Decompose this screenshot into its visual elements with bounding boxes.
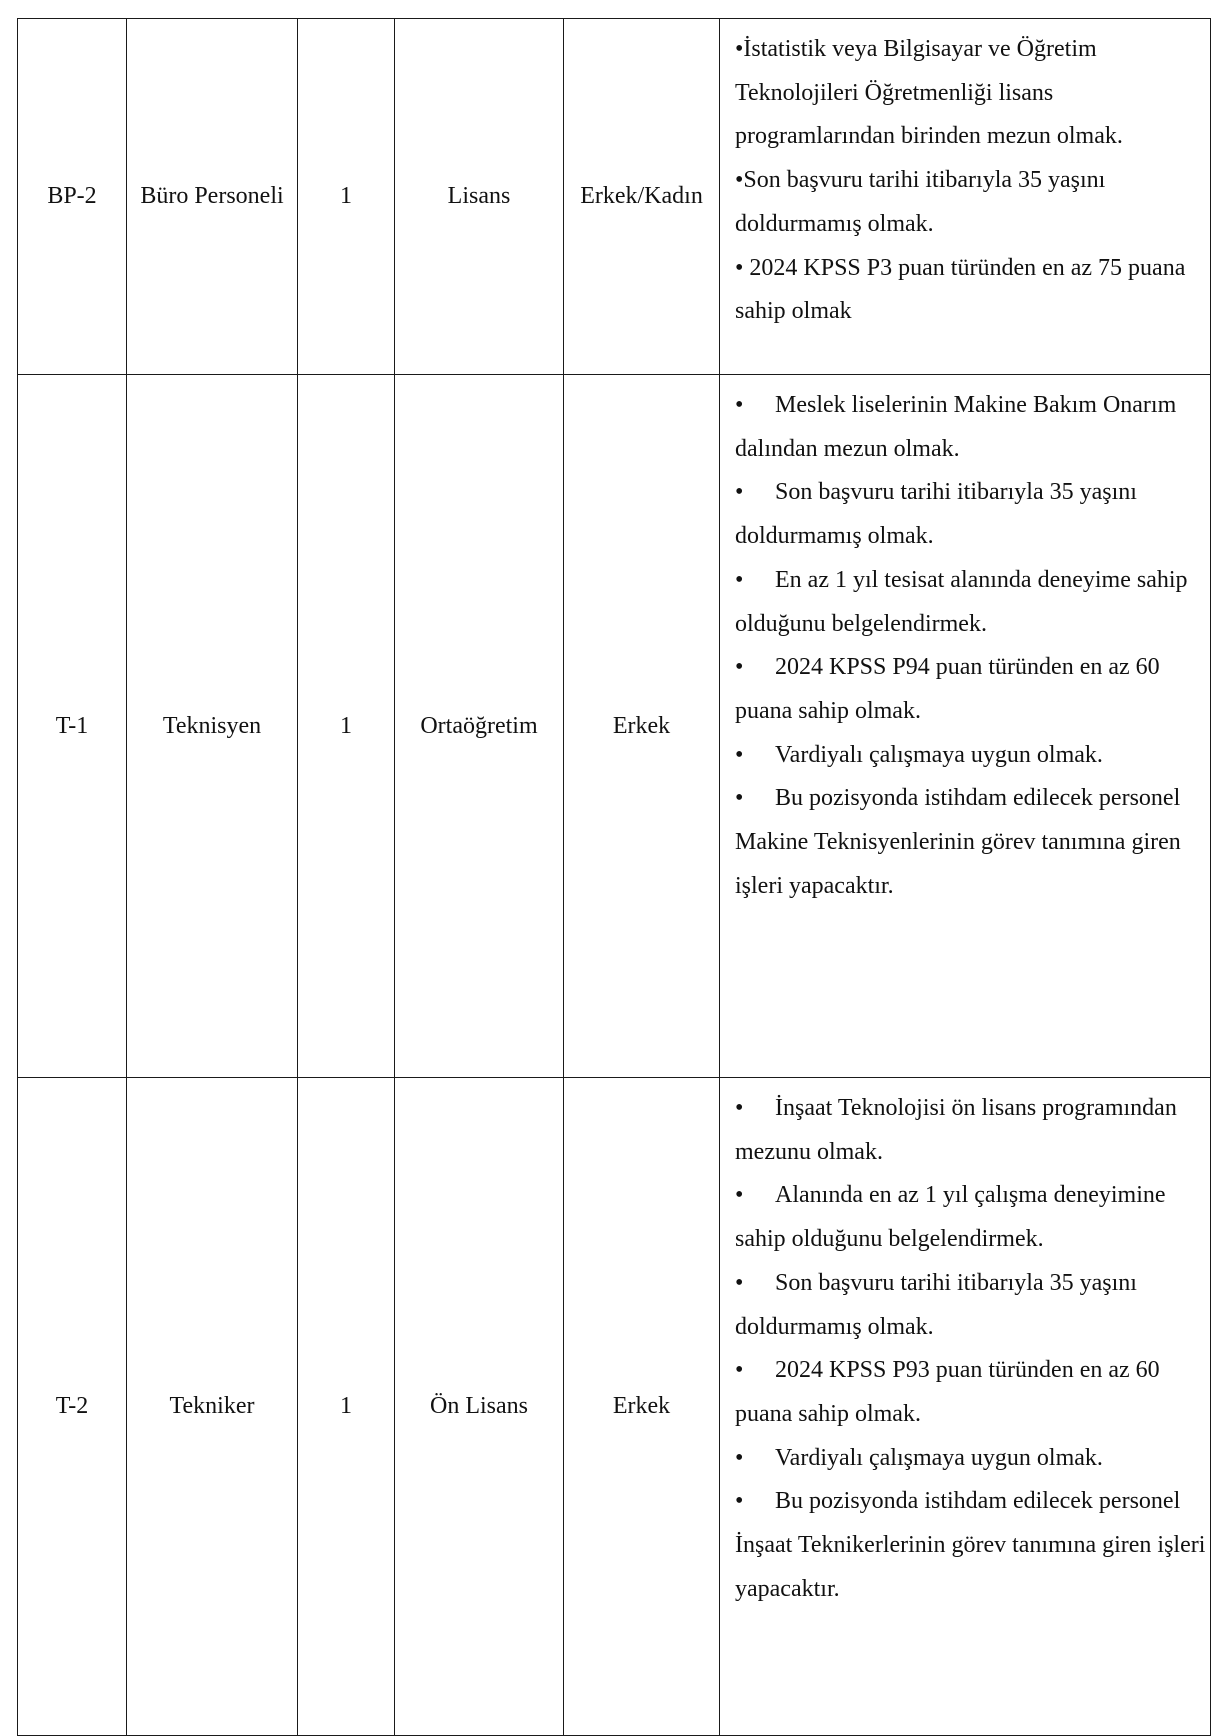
position-code: BP-2: [18, 19, 127, 375]
table-row: [18, 1078, 1211, 1736]
bullet: •: [735, 1444, 744, 1471]
bullet: •: [735, 1488, 744, 1515]
bullet: •: [735, 785, 744, 812]
position-title: Tekniker: [127, 1078, 298, 1736]
requirement-text: Alanında en az 1 yıl çalışma deneyimine sahip olduğunu belgelendirmek.: [735, 1182, 1166, 1253]
requirement-item: [735, 1480, 1208, 1611]
bullet: •: [735, 254, 744, 281]
position-title: Teknisyen: [127, 375, 298, 1078]
requirement-text: Son başvuru tarihi itibarıyla 35 yaşını doldurmamış olmak.: [735, 167, 1106, 237]
requirement-text: Vardiyalı çalışmaya uygun olmak.: [775, 1444, 1103, 1471]
requirement-item: [735, 1087, 1208, 1174]
requirement-text: 2024 KPSS P3 puan türünden en az 75 puana sahip olmak: [735, 254, 1186, 325]
table-row: [18, 375, 1211, 1078]
requirement-item: [735, 1174, 1208, 1261]
education-level: Lisans: [395, 19, 564, 375]
requirement-text: En az 1 yıl tesisat alanında deneyime sahip olduğunu belgelendirmek.: [735, 566, 1188, 637]
positions-table: [17, 18, 1211, 1736]
requirement-text: Bu pozisyonda istihdam edilecek personel Makine Teknisyenlerinin görev tanımına giren işleri yapacaktır.: [735, 785, 1181, 899]
position-code: T-2: [18, 1078, 127, 1736]
gender: Erkek: [564, 1078, 720, 1736]
requirements-cell: [720, 375, 1211, 1078]
requirement-text: İnşaat Teknolojisi ön lisans programından mezunu olmak.: [735, 1095, 1177, 1165]
bullet: •: [735, 479, 744, 506]
education-level: Ortaöğretim: [395, 375, 564, 1078]
requirement-text: Vardiyalı çalışmaya uygun olmak.: [775, 741, 1103, 768]
position-count: 1: [298, 1078, 395, 1736]
bullet: •: [735, 1269, 744, 1296]
position-code: T-1: [18, 375, 127, 1078]
position-title: Büro Personeli: [127, 19, 298, 375]
bullet: •: [735, 566, 744, 593]
requirement-text: Son başvuru tarihi itibarıyla 35 yaşını doldurmamış olmak.: [735, 479, 1137, 550]
requirement-item: [735, 734, 1208, 778]
table-row: [18, 19, 1211, 375]
requirement-item: [735, 471, 1208, 558]
requirement-text: Meslek liselerinin Makine Bakım Onarım dalından mezun olmak.: [735, 392, 1177, 462]
requirement-item: [735, 646, 1208, 733]
bullet: •: [735, 1182, 744, 1209]
education-level: Ön Lisans: [395, 1078, 564, 1736]
requirement-text: Son başvuru tarihi itibarıyla 35 yaşını doldurmamış olmak.: [735, 1269, 1137, 1340]
position-count: 1: [298, 19, 395, 375]
gender: Erkek: [564, 375, 720, 1078]
gender: Erkek/Kadın: [564, 19, 720, 375]
requirement-item: [735, 1262, 1208, 1349]
requirement-item: [735, 1349, 1208, 1436]
requirement-text: 2024 KPSS P94 puan türünden en az 60 puana sahip olmak.: [735, 654, 1160, 724]
requirement-item: [735, 777, 1208, 908]
requirements-list: [735, 384, 1208, 908]
requirement-text: Bu pozisyonda istihdam edilecek personel İnşaat Teknikerlerinin görev tanımına giren işleri yapacaktır.: [735, 1488, 1206, 1602]
requirement-item: [735, 159, 1208, 246]
requirements-cell: [720, 19, 1211, 375]
bullet: •: [735, 392, 744, 418]
bullet: •: [735, 1095, 744, 1121]
bullet: •: [735, 654, 744, 681]
requirement-item: [735, 28, 1208, 159]
requirement-text: İstatistik veya Bilgisayar ve Öğretim Teknolojileri Öğretmenliği lisans programlarından birinden mezun olmak.: [735, 36, 1123, 150]
requirements-cell: [720, 1078, 1211, 1736]
requirement-item: [735, 1437, 1208, 1481]
requirements-list: [735, 1087, 1208, 1611]
bullet: •: [735, 741, 744, 768]
requirement-text: 2024 KPSS P93 puan türünden en az 60 puana sahip olmak.: [735, 1357, 1160, 1427]
requirements-list: [735, 28, 1208, 334]
bullet: •: [735, 167, 744, 194]
requirement-item: [735, 384, 1208, 471]
requirement-item: [735, 559, 1208, 646]
bullet: •: [735, 36, 744, 62]
requirement-item: [735, 247, 1208, 334]
bullet: •: [735, 1357, 744, 1384]
position-count: 1: [298, 375, 395, 1078]
